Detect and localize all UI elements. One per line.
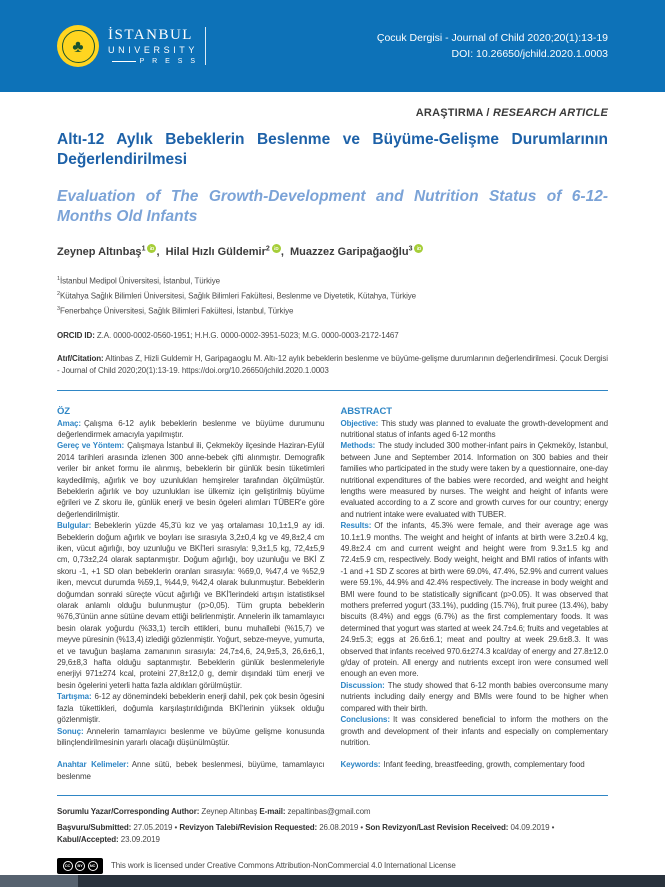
date-revision-requested-label: Revizyon Talebi/Revision Requested: (179, 822, 318, 832)
seal-tree-icon: ♣ (62, 30, 95, 63)
date-last-revision-value: 04.09.2019 • (510, 822, 555, 832)
affiliation-list (57, 273, 608, 318)
abstract-column (341, 406, 609, 782)
date-submitted (57, 823, 177, 832)
cc-by-nc-badge[interactable] (57, 858, 103, 874)
abstract-text-results: Of the infants, 45.3% were female, and their average age was 10.1±1.9 months. The weight and height of infants at birth were 3.2±0.4 kg, 49.8±2.4 cm and current weight and height were from 9.3±1.5 kg and 72.4±5.9 cm, respectively. Body weight, height and BMI ratios of infants with -1 and +1 SD Z scores at birth were 69.0%, 47.4%, 52.9% and current values were 59.1%, 44.9% and 42.4% respectively. The increase in body weight and BMI were found to be statistically significant (p>0.05). It was observed that mothers preferred yogurt (33.1%), pudding (15.7%), fruit puree (13.4%), baby biscuits (8.4%) and eggs (6.7%) as the first complementary foods. It was determined that yogurt was started at week 24.7±4.6; fruits and vegetables at 24.9±5.3; eggs at 26.6±6.1; meat and poultry at week 29.6±8.3. It was observed that infants received 970.6±274.3 kcal/day of energy and 27.8±12.0 g/day of protein. All energy and nutrients except iron were consumed well enough an even more. (340, 521, 608, 679)
title-turkish: Altı-12 Aylık Bebeklerin Beslenme ve Büyüme-Gelişme Durumlarının Değerlendirilmesi (57, 131, 608, 168)
abstract-text-discussion: The study showed that 6-12 month babies overconsume many nutrients including daily energy and BMIs were found to be higher when compared with their birth. (340, 680, 608, 713)
author-3-affil-sup: 3 (408, 245, 413, 252)
oz-text-sonuc: Annelerin tamamlayıcı beslenme ve büyüme gelişme konusunda bilinçlendirilmesinin yararlı olacağı düşünülmüştür. (57, 726, 325, 747)
submission-dates-line (57, 822, 608, 847)
doi-line[interactable]: DOI: 10.26650/jchild.2020.1.0003 (451, 48, 608, 60)
oz-column (57, 406, 325, 782)
date-revision-requested (179, 823, 363, 832)
abstract-text-methods: The study included 300 mother-infant pairs in Çekmeköy, Istanbul, between June and September 2014. Information on 300 babies and their families who participated in the study were taken by a questionnaire, one-day nutritional expenditures of the babies were recorded, and weight and height lengths were measured by nurses. The weight and height of infants were evaluated according to a Z score and growth curves for our country; energy and nutrient intake were evaluated with TUBER. (340, 441, 608, 519)
author-2 (166, 246, 287, 258)
article-type-en: RESEARCH ARTICLE (492, 107, 608, 119)
date-revision-requested-value: 26.08.2019 • (319, 822, 364, 832)
journal-citation-line: Çocuk Dergisi - Journal of Child 2020;20(1):13-19 (376, 31, 608, 44)
orcid-id-values: Z.A. 0000-0002-0560-1951; H.H.G. 0000-0002-3951-5023; M.G. 0000-0003-2172-1467 (96, 331, 399, 341)
page-bottom-bar (0, 875, 665, 887)
abstract-text-conclusions: It was considered beneficial to inform the mothers on the growth and development of their infants and especially on complementary nutrition. (340, 715, 608, 747)
author-list (57, 244, 608, 258)
article-footer (57, 806, 608, 874)
corresponding-author-line (57, 806, 608, 819)
license-text: This work is licensed under Creative Commons Attribution-NonCommercial 4.0 International License (111, 861, 456, 871)
title-english: Evaluation of The Growth-Development and Nutrition Status of 6-12-Months Old Infants (57, 188, 608, 225)
email-label: E-mail: (259, 807, 286, 817)
date-accepted (57, 835, 160, 844)
oz-label-sonuc: Sonuç: (57, 726, 84, 736)
abstract-section-objective (341, 418, 609, 441)
oz-label-bulgular: Bulgular: (57, 521, 92, 531)
logo-line-istanbul: İSTANBUL (108, 27, 193, 43)
page-bottom-bar-left-segment (0, 875, 78, 887)
oz-section-sonuc (57, 726, 325, 749)
istanbul-university-press-logo (57, 25, 206, 67)
affiliation-1-sup: 1 (57, 275, 60, 282)
oz-label-yontem: Gereç ve Yöntem: (57, 441, 125, 451)
oz-text-yontem: Çalışmaya İstanbul ili, Çekmeköy ilçesinde Haziran-Eylül 2014 tarihleri arasında izlenen 300 anne-bebek çifti alınmıştır. Demografik veriler bir anket formu ile alınmış, bebeklerin bir günlük besin tüketimleri kaydedilmiş, ağırlık ve boy uzunlukları hemşireler tarafından ölçülmüştür. Bebeklerin ağırlık ve boy uzunlukları ise ülkemiz için geliştirilmiş büyüme eğrileri ve Z skoru ile, günlük enerji ve besin ögeleri alımları TÜBER'e göre değerlendirilmiştir. (57, 441, 325, 519)
abstract-text-objective: This study was planned to evaluate the growth-development and nutritional status of infants aged 6-12 months (340, 418, 608, 439)
abstract-columns (57, 406, 608, 782)
cc-by-icon: BY (75, 861, 85, 871)
date-last-revision-label: Son Revizyon/Last Revision Received: (365, 822, 509, 832)
orcid-icon[interactable]: iD (414, 244, 423, 253)
date-submitted-value: 27.05.2019 • (133, 822, 178, 832)
citation-line (57, 353, 608, 377)
date-accepted-value: 23.09.2019 (120, 835, 160, 845)
oz-section-amac (57, 418, 325, 441)
oz-section-yontem (57, 440, 325, 520)
author-2-affil-sup: 2 (265, 245, 270, 252)
abstract-label-conclusions: Conclusions: (340, 715, 390, 725)
cc-nc-icon: NC (88, 861, 98, 871)
corresponding-author-label: Sorumlu Yazar/Corresponding Author: (57, 807, 200, 817)
affiliation-3-sup: 3 (57, 305, 60, 312)
orcid-id-line (57, 331, 608, 340)
oz-text-amac: Çalışma 6-12 aylık bebeklerin beslenme ve büyüme durumunu değerlendirmek amacıyla yapılmıştır. (57, 418, 325, 439)
oz-keywords (57, 759, 325, 782)
author-1-name: Zeynep Altınbaş (57, 245, 142, 258)
oz-text-tartisma: 6-12 ay dönemindeki bebeklerin enerji dahil, pek çok besin ögesini fazla tükettikleri, doğumla karşılaştırıldığında BKİ'lerinin yüksek olduğu gözlenmiştir. (57, 692, 325, 725)
abstract-keywords-text: Infant feeding, breastfeeding, growth, complementary food (383, 760, 585, 770)
date-submitted-label: Başvuru/Submitted: (57, 822, 132, 832)
oz-label-tartisma: Tartışma: (57, 692, 92, 702)
oz-text-bulgular: Bebeklerin yüzde 45,3'ü kız ve yaş ortalaması 10,1±1,9 ay idi. Bebeklerin doğum ağırlık ve boyları ise sırasıyla 3,2±0,4 kg ve 49,8±2,4 cm iken, vücut ağırlığı, boy uzunluğu ve BKİ'leri sırasıyla: 9,3±1,5 kg, 72,4±5,9 cm, 0,73±2,24 olarak saptanmıştır. Doğum ağırlığı, boy uzunluğu ve BKİ Z skoru -1, +1 SD olan bebeklerin oranları sırasıyla: %69,0, %47,4 ve %52,9 iken, mevcut durumda %59,1, %44,9, %42,4 olarak bulunmuştur. Bebeklerin doğumdan sonraki süreçte vücut ağırlığı ve BKİ'lerindeki artışın istatistiksel olarak anlamlı olduğu bulunmuştur (p>0,05). Tüm grupta bebeklerin %76,3'ünün anne sütüne devam ettiği belirlenmiştir. Annelerin ilk tamamlayıcı besin olarak yoğurdu (%33,1) tercih ettikleri, bunu muhallebi (%15,7) ve meyve püresinin (%13,4) izlediği gözlenmiştir. Yoğurt, sebze-meyve, yumurta, et ve tavuğun başlama zamanının sırasıyla: 24,7±4,6, 24,9±5,3, 26,6±6,1, 29,6±8,3 hafta olduğu saptanmıştır. Bebeklerin günlük beslenmeleriyle enerjiyi 971±274 kcal, proteini 27,8±12,0 g, demir dışındaki tüm enerji ve besin ögelerini yeterli hatta fazla aldıkları görülmüştür. (57, 521, 325, 690)
cc-icon: CC (63, 861, 73, 871)
abstract-section-methods (341, 440, 609, 520)
oz-heading: ÖZ (57, 406, 70, 418)
oz-section-tartisma (57, 691, 325, 725)
date-accepted-label: Kabul/Accepted: (57, 835, 119, 845)
logo-line-university: UNIVERSITY (108, 45, 199, 55)
press-label: P R E S S (139, 58, 199, 65)
article-type-separator: / (483, 107, 493, 119)
logo-line-press (108, 58, 198, 65)
orcid-id-label: ORCID ID: (57, 331, 95, 341)
author-1-affil-sup: 1 (141, 245, 146, 252)
author-1 (57, 246, 163, 258)
author-separator: , (280, 245, 287, 258)
date-last-revision (365, 823, 554, 832)
author-2-name: Hilal Hızlı Güldemir (165, 245, 266, 258)
abstract-heading: ABSTRACT (340, 406, 392, 418)
logo-wordmark (108, 27, 206, 65)
abstract-label-discussion: Discussion: (340, 680, 385, 690)
orcid-icon[interactable]: iD (147, 244, 156, 253)
oz-label-amac: Amaç: (57, 418, 81, 428)
affiliation-2 (57, 288, 608, 303)
article-type-tr: ARAŞTIRMA (415, 107, 484, 119)
affiliation-1-text: İstanbul Medipol Üniversitesi, İstanbul, Türkiye (59, 276, 220, 286)
affiliation-2-text: Kütahya Sağlık Bilimleri Üniversitesi, Sağlık Bilimleri Fakültesi, Beslenme ve Diyetetik, Kütahya, Türkiye (59, 291, 417, 301)
abstract-keywords-label: Keywords: (340, 760, 381, 770)
affiliation-1 (57, 273, 608, 288)
affiliation-2-sup: 2 (57, 290, 60, 297)
university-seal-icon (57, 25, 99, 67)
abstract-keywords (341, 759, 609, 770)
divider-bottom (57, 795, 608, 796)
abstract-section-results (341, 520, 609, 680)
author-3 (290, 246, 423, 258)
citation-text: Altinbas Z, Hizli Guldemir H, Garipagaoglu M. Altı-12 aylık bebeklerin beslenme ve büyüme-gelişme durumlarının değerlendirilmesi. Çocuk Dergisi - Journal of Child 2020;20(1):13-19. https://doi.org/10.26650/jchild.2020.1.0003 (57, 354, 608, 376)
citation-label: Atıf/Citation: (57, 354, 104, 364)
affiliation-3 (57, 303, 608, 318)
journal-info (377, 30, 608, 63)
abstract-section-conclusions (341, 714, 609, 748)
oz-section-bulgular (57, 520, 325, 691)
affiliation-3-text: Fenerbahçe Üniversitesi, Sağlık Bilimleri Fakültesi, İstanbul, Türkiye (59, 306, 294, 316)
email-value[interactable]: zepaltinbas@gmail.com (287, 807, 371, 817)
divider-top (57, 390, 608, 391)
oz-keywords-label: Anahtar Kelimeler: (57, 760, 129, 770)
abstract-label-results: Results: (340, 521, 372, 531)
press-rule-line (112, 61, 136, 62)
abstract-label-objective: Objective: (340, 418, 379, 428)
license-row (57, 858, 608, 874)
author-separator: , (156, 245, 163, 258)
orcid-icon[interactable]: iD (272, 244, 281, 253)
journal-header-band (0, 0, 665, 92)
corresponding-author-name: Zeynep Altınbaş (201, 807, 258, 817)
abstract-label-methods: Methods: (340, 441, 376, 451)
article-type (57, 107, 608, 119)
author-3-name: Muazzez Garipağaoğlu (290, 245, 409, 258)
oz-keywords-text: Anne sütü, bebek beslenmesi, büyüme, tamamlayıcı beslenme (57, 760, 325, 781)
abstract-section-discussion (341, 680, 609, 714)
